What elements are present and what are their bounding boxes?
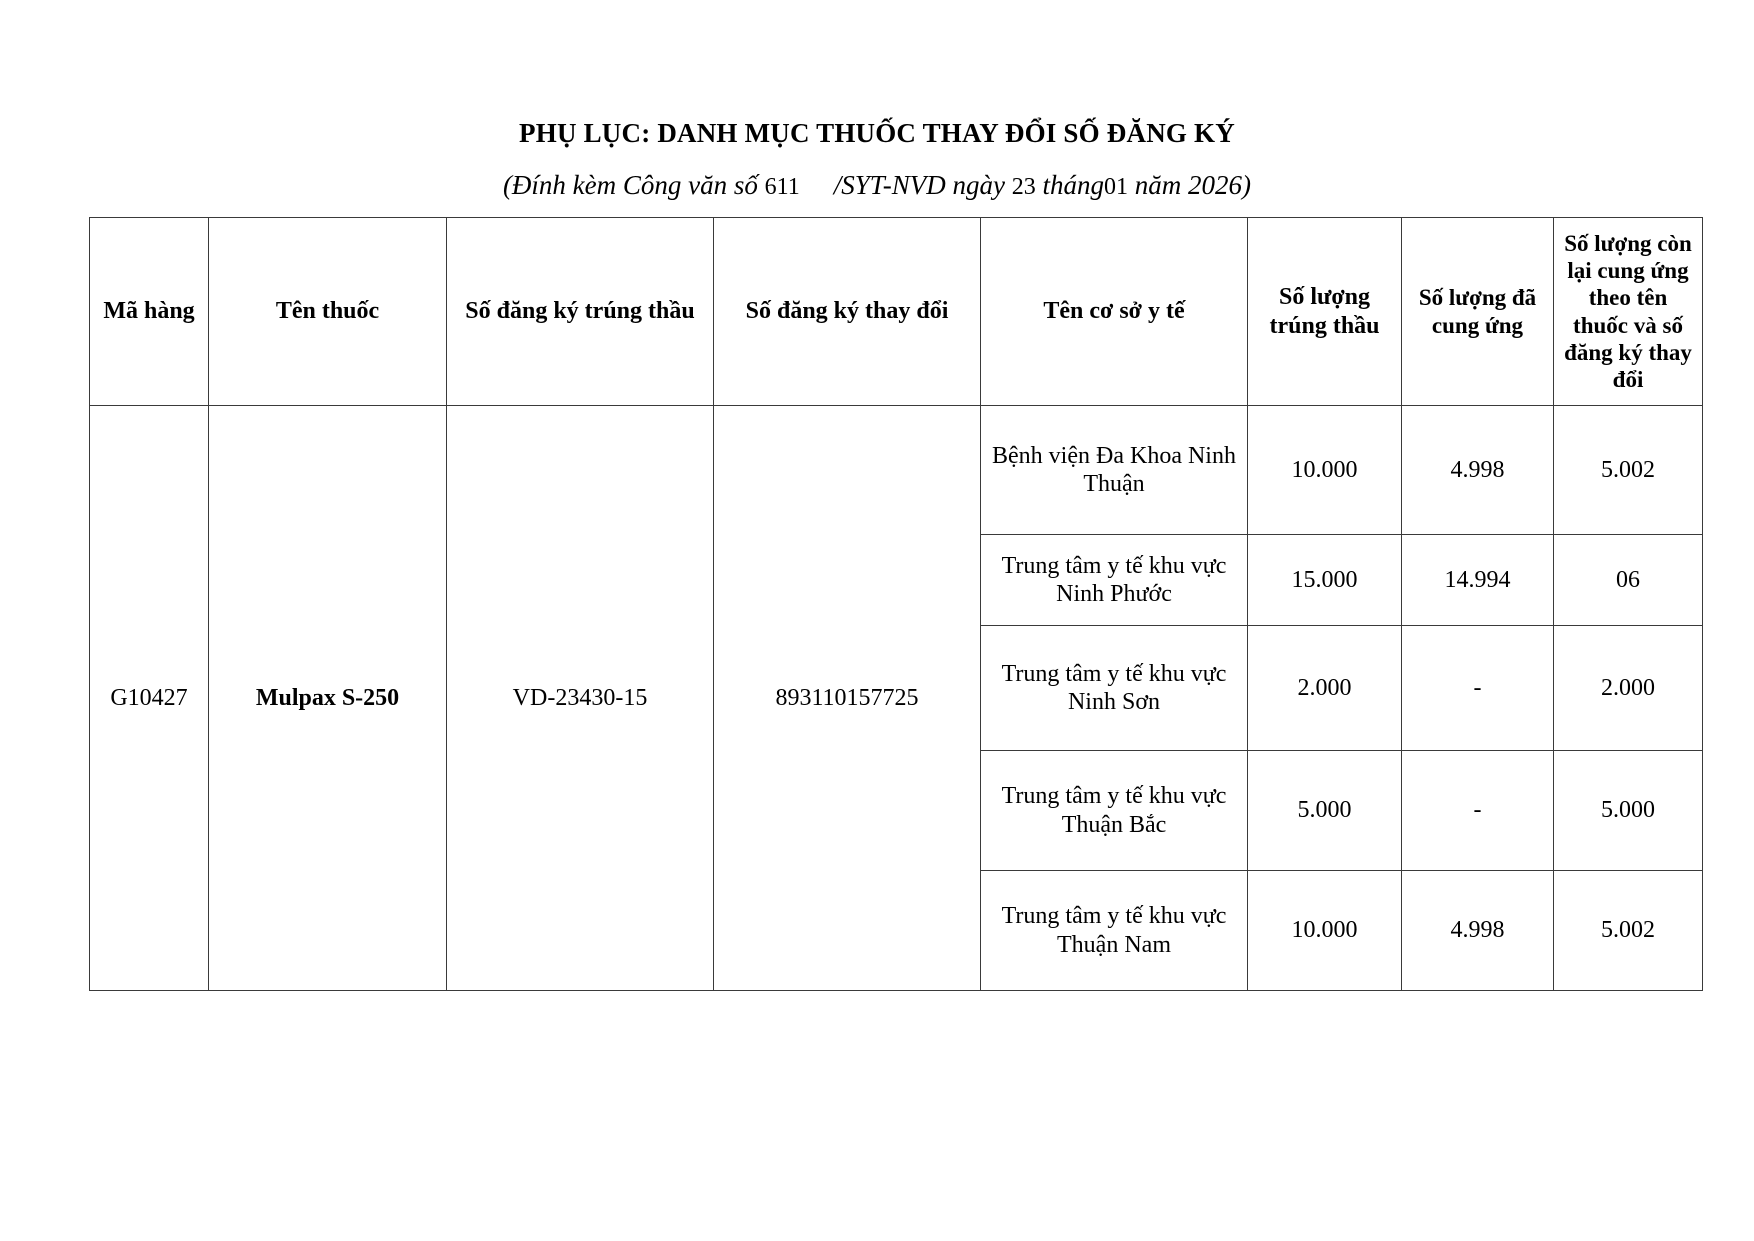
qty-awarded-cell: 10.000: [1248, 406, 1402, 535]
qty-remaining-cell: 5.002: [1554, 871, 1703, 991]
subtitle-month-word: tháng: [1042, 170, 1105, 200]
facility-cell: Trung tâm y tế khu vực Ninh Phước: [981, 535, 1248, 626]
facility-cell: Trung tâm y tế khu vực Thuận Bắc: [981, 751, 1248, 871]
item-drug-name: Mulpax S-250: [209, 406, 447, 991]
subtitle-suffix: năm 2026): [1134, 170, 1252, 200]
facility-cell: Bệnh viện Đa Khoa Ninh Thuận: [981, 406, 1248, 535]
qty-supplied-cell: 4.998: [1402, 871, 1554, 991]
page-title: PHỤ LỤC: DANH MỤC THUỐC THAY ĐỔI SỐ ĐĂNG KÝ: [519, 118, 1235, 148]
qty-supplied-cell: -: [1402, 751, 1554, 871]
qty-remaining-cell: 06: [1554, 535, 1703, 626]
qty-awarded-cell: 10.000: [1248, 871, 1402, 991]
facility-cell: Trung tâm y tế khu vực Ninh Sơn: [981, 626, 1248, 751]
qty-awarded-cell: 2.000: [1248, 626, 1402, 751]
subtitle-prefix: (Đính kèm Công văn số: [502, 170, 758, 200]
header-reg-awarded: Số đăng ký trúng thầu: [447, 218, 714, 406]
subtitle-middle: /SYT-NVD ngày: [833, 170, 1006, 200]
item-code: G10427: [90, 406, 209, 991]
qty-remaining-cell: 5.002: [1554, 406, 1703, 535]
header-row: [90, 218, 1703, 406]
qty-supplied-cell: 4.998: [1402, 406, 1554, 535]
qty-awarded-cell: 15.000: [1248, 535, 1402, 626]
table-row: [90, 406, 1703, 535]
qty-supplied-cell: -: [1402, 626, 1554, 751]
qty-awarded-cell: 5.000: [1248, 751, 1402, 871]
header-code: Mã hàng: [90, 218, 209, 406]
qty-supplied-cell: 14.994: [1402, 535, 1554, 626]
document-month: 01: [1104, 174, 1129, 200]
header-qty-remaining: Số lượng còn lại cung ứng theo tên thuốc và số đăng ký thay đổi: [1554, 218, 1703, 406]
facility-cell: Trung tâm y tế khu vực Thuận Nam: [981, 871, 1248, 991]
header-facility: Tên cơ sở y tế: [981, 218, 1248, 406]
qty-remaining-cell: 2.000: [1554, 626, 1703, 751]
page-subtitle: [0, 170, 1754, 201]
header-qty-supplied: Số lượng đã cung ứng: [1402, 218, 1554, 406]
header-drug-name: Tên thuốc: [209, 218, 447, 406]
item-reg-changed: 893110157725: [714, 406, 981, 991]
document-number: 611: [764, 174, 800, 200]
drug-table: [89, 217, 1703, 991]
item-reg-awarded: VD-23430-15: [447, 406, 714, 991]
qty-remaining-cell: 5.000: [1554, 751, 1703, 871]
header-qty-awarded: Số lượng trúng thầu: [1248, 218, 1402, 406]
header-reg-changed: Số đăng ký thay đổi: [714, 218, 981, 406]
document-day: 23: [1011, 174, 1036, 200]
